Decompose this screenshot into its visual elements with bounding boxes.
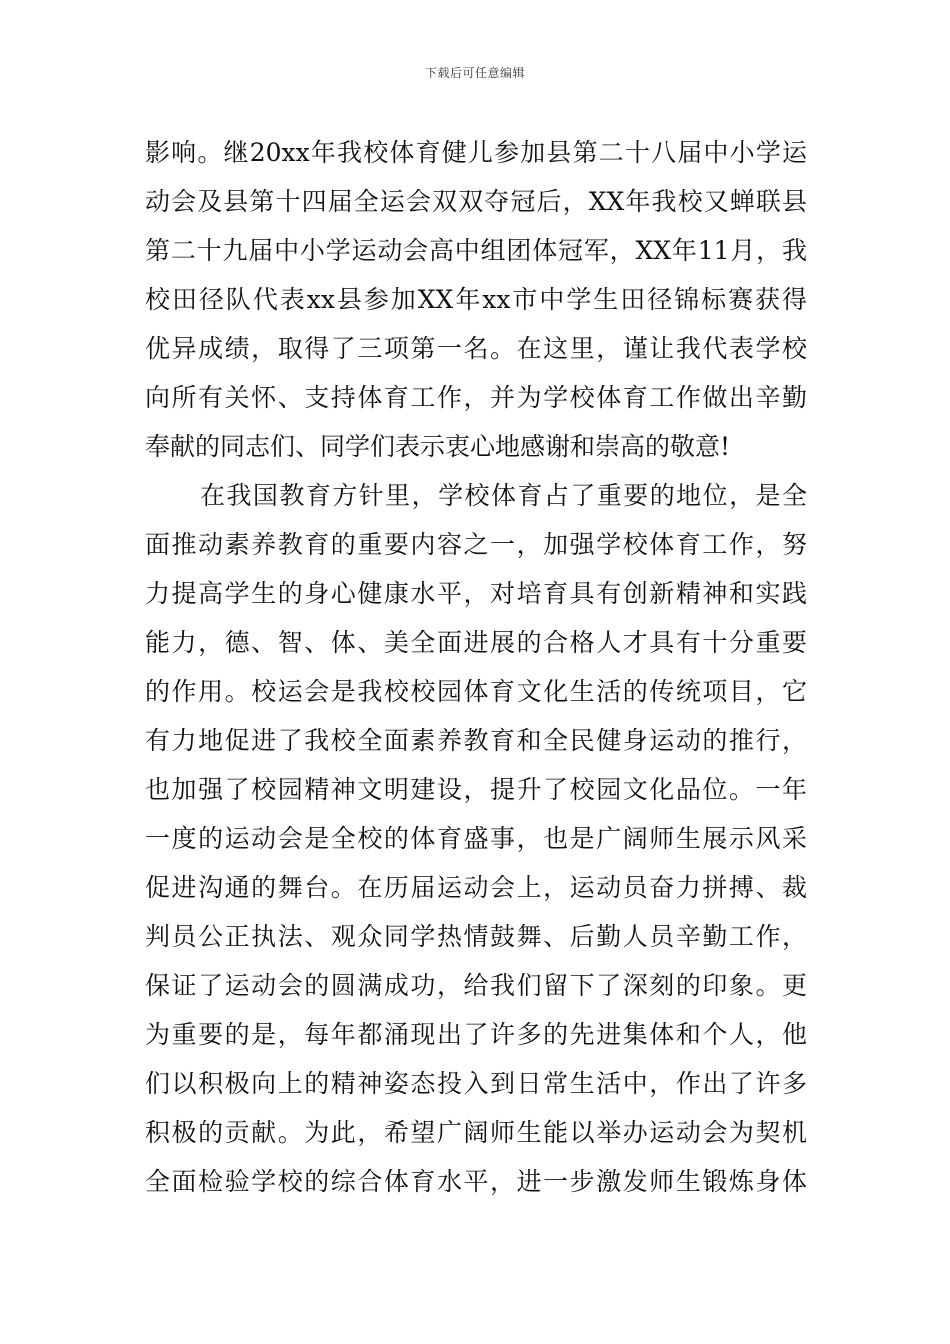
text-line: 有力地促进了我校全面素养教育和全民健身运动的推行， — [145, 726, 807, 755]
text-line: 动会及县第十四届全运会双双夺冠后，XX年我校又蝉联县 — [145, 187, 807, 216]
text-line: 为重要的是，每年都涌现出了许多的先进集体和个人，他 — [145, 1020, 807, 1049]
paragraph-1 — [145, 128, 807, 471]
page-header: 下载后可任意编辑 — [424, 66, 525, 80]
text-line: 影响。继20xx年我校体育健儿参加县第二十八届中小学运 — [145, 138, 807, 167]
text-line: 一度的运动会是全校的体育盛事，也是广阔师生展示风采 — [145, 824, 807, 853]
text-line: 向所有关怀、支持体育工作，并为学校体育工作做出辛勤 — [145, 383, 807, 412]
text-line: 力提高学生的身心健康水平，对培育具有创新精神和实践 — [145, 579, 807, 608]
text-line: 优异成绩，取得了三项第一名。在这里，谨让我代表学校 — [145, 334, 807, 363]
text-line: 能力，德、智、体、美全面进展的合格人才具有十分重要 — [145, 628, 807, 657]
text-line: 也加强了校园精神文明建设，提升了校园文化品位。一年 — [145, 775, 807, 804]
text-line: 判员公正执法、观众同学热情鼓舞、后勤人员辛勤工作， — [145, 922, 807, 951]
text-line: 全面检验学校的综合体育水平，进一步激发师生锻炼身体 — [145, 1167, 807, 1196]
text-line: 面推动素养教育的重要内容之一，加强学校体育工作，努 — [145, 530, 807, 559]
paragraph-2 — [145, 471, 807, 1206]
text-line: 保证了运动会的圆满成功，给我们留下了深刻的印象。更 — [145, 971, 807, 1000]
document-body — [145, 128, 807, 1206]
text-line: 校田径队代表xx县参加XX年xx市中学生田径锦标赛获得 — [145, 285, 807, 314]
text-line: 奉献的同志们、同学们表示衷心地感谢和崇高的敬意! — [145, 432, 731, 461]
text-line: 的作用。校运会是我校校园体育文化生活的传统项目，它 — [145, 677, 807, 706]
text-line: 们以积极向上的精神姿态投入到日常生活中，作出了许多 — [145, 1069, 807, 1098]
text-line: 在我国教育方针里，学校体育占了重要的地位，是全 — [200, 481, 807, 510]
text-line: 第二十九届中小学运动会高中组团体冠军，XX年11月，我 — [145, 236, 807, 265]
text-line: 积极的贡献。为此，希望广阔师生能以举办运动会为契机 — [145, 1118, 807, 1147]
text-line: 促进沟通的舞台。在历届运动会上，运动员奋力拼搏、裁 — [145, 873, 807, 902]
